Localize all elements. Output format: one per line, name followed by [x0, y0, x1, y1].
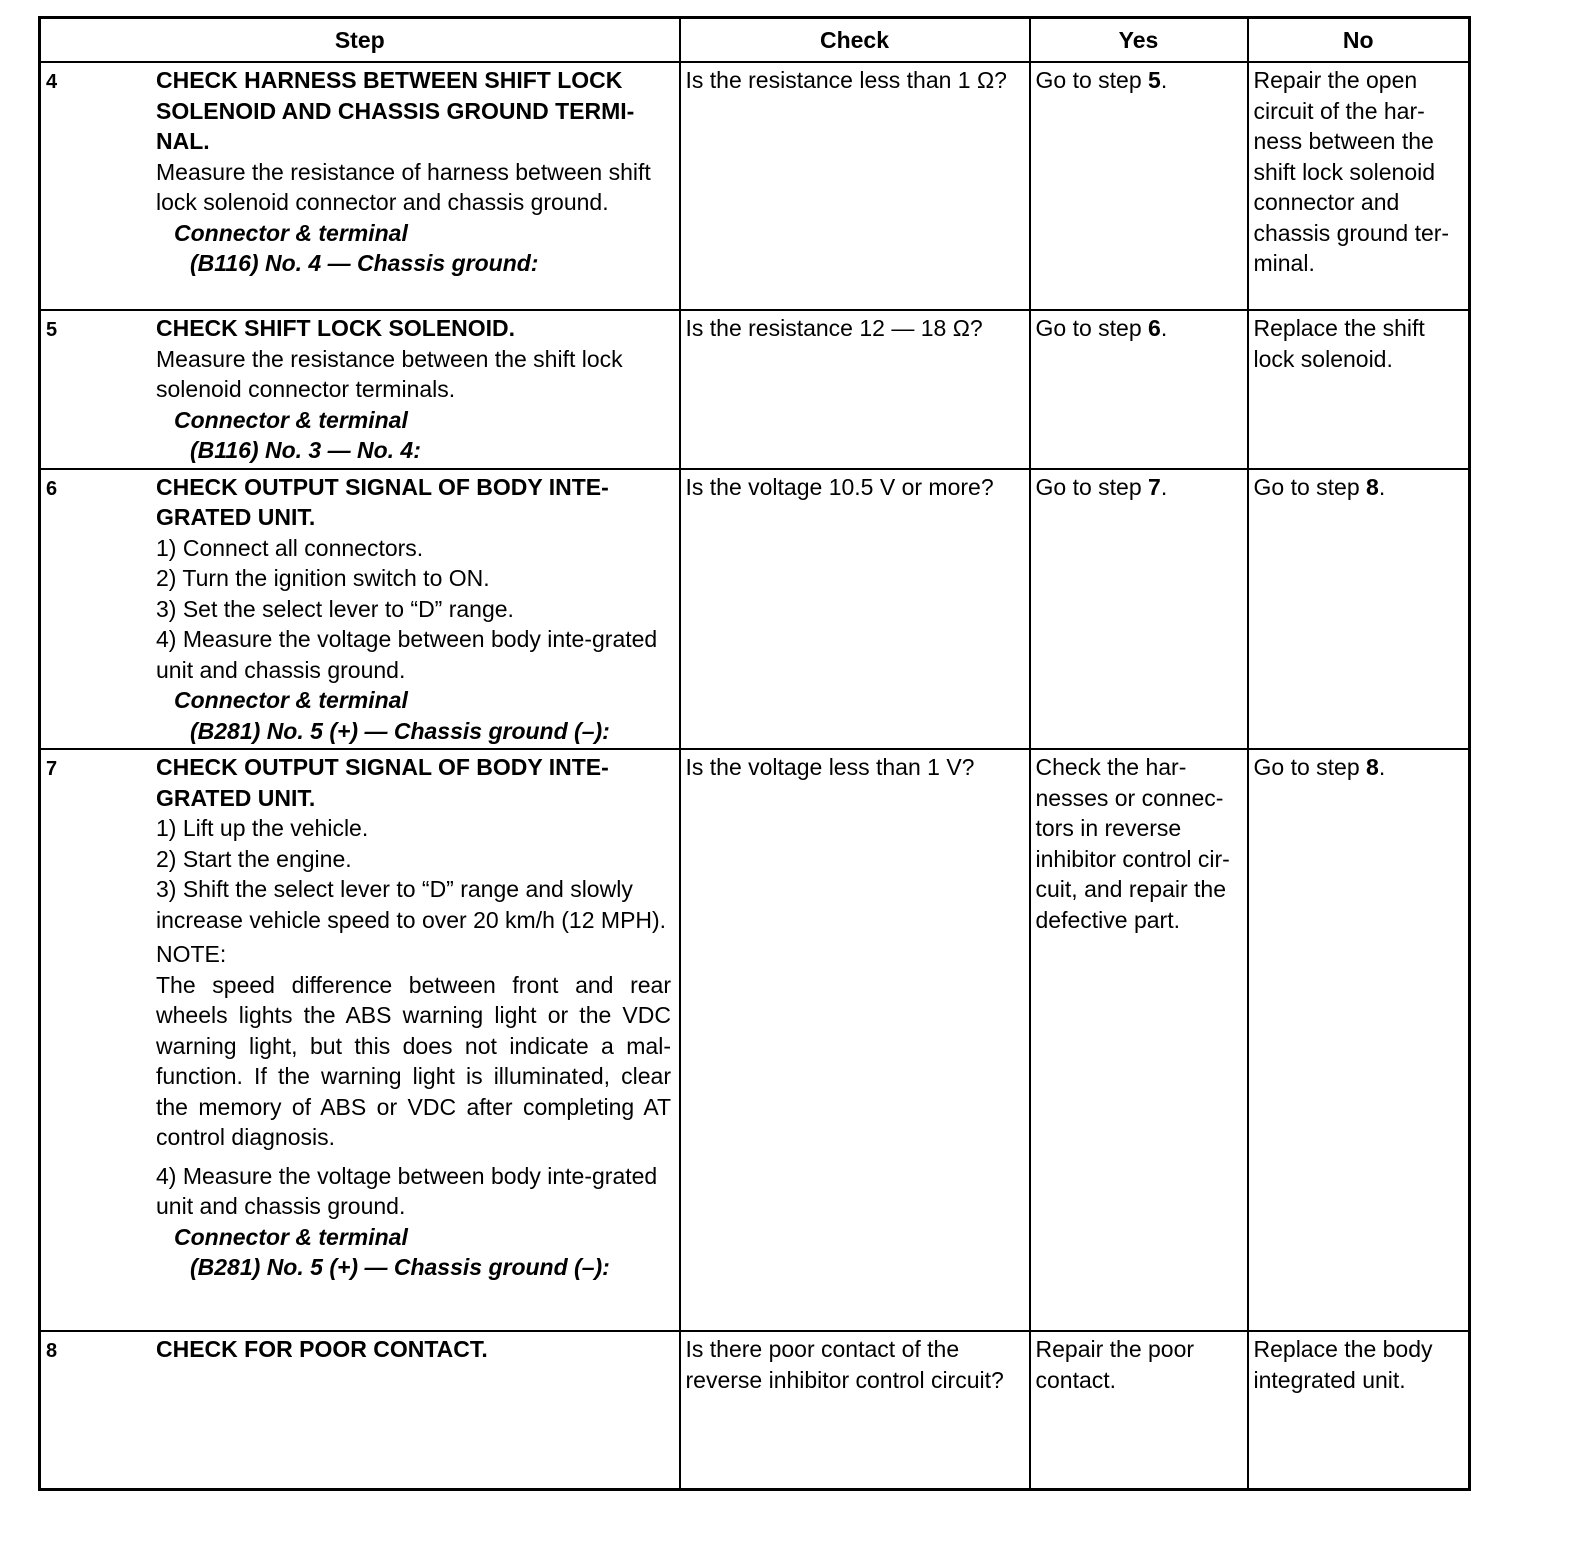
- step-cell: [40, 469, 680, 750]
- step-substep: 4) Measure the voltage between body inte-grated unit and chassis ground.: [156, 1162, 658, 1219]
- step-number: 8: [46, 1340, 58, 1362]
- note-text: The speed difference between front and rear wheels lights the ABS warning light or the VDC warning light, but this does not indicate a mal-function. If the warning light is illuminated, clear the memory of ABS or VDC after completing AT control diagnosis.: [156, 971, 671, 1150]
- step-substep: 2) Start the engine.: [156, 845, 352, 872]
- no-text: Go to step: [1253, 754, 1367, 780]
- yes-cell: Repair the poor contact.: [1030, 1331, 1248, 1489]
- connector-value: (B116) No. 3 — No. 4:: [190, 437, 421, 463]
- step-title: CHECK FOR POOR CONTACT.: [156, 1336, 488, 1362]
- check-cell: Is the voltage less than 1 V?: [680, 749, 1030, 1331]
- step-substep: 3) Shift the select lever to “D” range and slowly increase vehicle speed to over 20 km/h (12 MPH).: [156, 876, 667, 933]
- note-label: NOTE:: [156, 941, 227, 967]
- step-ref: 6: [1148, 315, 1161, 341]
- step-cell: [40, 310, 680, 469]
- yes-text: Go to step: [1035, 315, 1149, 341]
- step-title: CHECK SHIFT LOCK SOLENOID.: [156, 315, 516, 341]
- yes-cell: Check the har-nesses or connec-tors in reverse inhibitor control cir-cuit, and repair the defective part.: [1030, 749, 1248, 1331]
- no-suffix: .: [1378, 473, 1386, 500]
- no-cell: [1248, 469, 1470, 750]
- yes-cell: [1030, 310, 1248, 469]
- header-no: No: [1248, 18, 1470, 63]
- check-cell: Is the resistance 12 — 18 Ω?: [680, 310, 1030, 469]
- header-check: Check: [680, 18, 1030, 63]
- connector-label: Connector & terminal: [174, 219, 408, 246]
- step-title: CHECK OUTPUT SIGNAL OF BODY INTE-GRATED UNIT.: [156, 473, 609, 530]
- step-ref: 8: [1366, 754, 1379, 780]
- check-cell: Is there poor contact of the reverse inhibitor control circuit?: [680, 1331, 1030, 1489]
- step-ref: 8: [1366, 473, 1379, 500]
- connector-label: Connector & terminal: [174, 1223, 408, 1250]
- yes-text: Go to step: [1035, 473, 1149, 500]
- step-number: 5: [46, 319, 58, 341]
- step-substep: 1) Lift up the vehicle.: [156, 815, 369, 841]
- yes-suffix: .: [1160, 315, 1168, 341]
- table-row: [40, 469, 1470, 750]
- yes-text: Go to step: [1035, 67, 1149, 93]
- yes-cell: [1030, 469, 1248, 750]
- step-text: Measure the resistance between the shift lock solenoid connector terminals.: [156, 345, 623, 402]
- step-number: 4: [46, 71, 58, 93]
- connector-value: (B116) No. 4 — Chassis ground:: [190, 250, 539, 276]
- table-row: [40, 749, 1470, 1331]
- no-cell: Replace the shift lock solenoid.: [1248, 310, 1470, 469]
- step-title: CHECK HARNESS BETWEEN SHIFT LOCK SOLENOID AND CHASSIS GROUND TERMI-NAL.: [156, 67, 635, 154]
- no-text: Go to step: [1253, 473, 1367, 500]
- no-cell: Replace the body integrated unit.: [1248, 1331, 1470, 1489]
- step-cell: [40, 1331, 680, 1489]
- step-text: Measure the resistance of harness between shift lock solenoid connector and chassis ground.: [156, 158, 651, 215]
- step-ref: 5: [1148, 67, 1161, 93]
- step-substep: 4) Measure the voltage between body inte-grated unit and chassis ground.: [156, 626, 658, 683]
- step-number: 7: [46, 758, 58, 780]
- yes-cell: [1030, 62, 1248, 310]
- connector-value: (B281) No. 5 (+) — Chassis ground (–):: [190, 1254, 610, 1280]
- check-cell: Is the voltage 10.5 V or more?: [680, 469, 1030, 750]
- step-title: CHECK OUTPUT SIGNAL OF BODY INTE-GRATED UNIT.: [156, 754, 609, 811]
- no-suffix: .: [1378, 754, 1386, 780]
- step-cell: [40, 62, 680, 310]
- yes-suffix: .: [1160, 473, 1168, 500]
- spacer: [156, 1153, 671, 1161]
- connector-label: Connector & terminal: [174, 406, 408, 433]
- check-cell: Is the resistance less than 1 Ω?: [680, 62, 1030, 310]
- table-row: [40, 310, 1470, 469]
- connector-label: Connector & terminal: [174, 687, 408, 713]
- header-step: Step: [40, 18, 680, 63]
- no-cell: [1248, 749, 1470, 1331]
- header-row: [40, 18, 1470, 63]
- no-cell: Repair the open circuit of the har-ness between the shift lock solenoid connector and chassis ground ter-minal.: [1248, 62, 1470, 310]
- step-number: 6: [46, 477, 58, 500]
- table-row: [40, 62, 1470, 310]
- step-substep: 3) Set the select lever to “D” range.: [156, 595, 514, 622]
- diagnosis-table: [38, 16, 1471, 1491]
- yes-suffix: .: [1160, 67, 1168, 93]
- header-yes: Yes: [1030, 18, 1248, 63]
- step-substep: 2) Turn the ignition switch to ON.: [156, 565, 490, 591]
- step-substep: 1) Connect all connectors.: [156, 534, 424, 561]
- step-ref: 7: [1148, 473, 1161, 500]
- connector-value: (B281) No. 5 (+) — Chassis ground (–):: [190, 717, 610, 744]
- table-row: [40, 1331, 1470, 1489]
- step-cell: [40, 749, 680, 1331]
